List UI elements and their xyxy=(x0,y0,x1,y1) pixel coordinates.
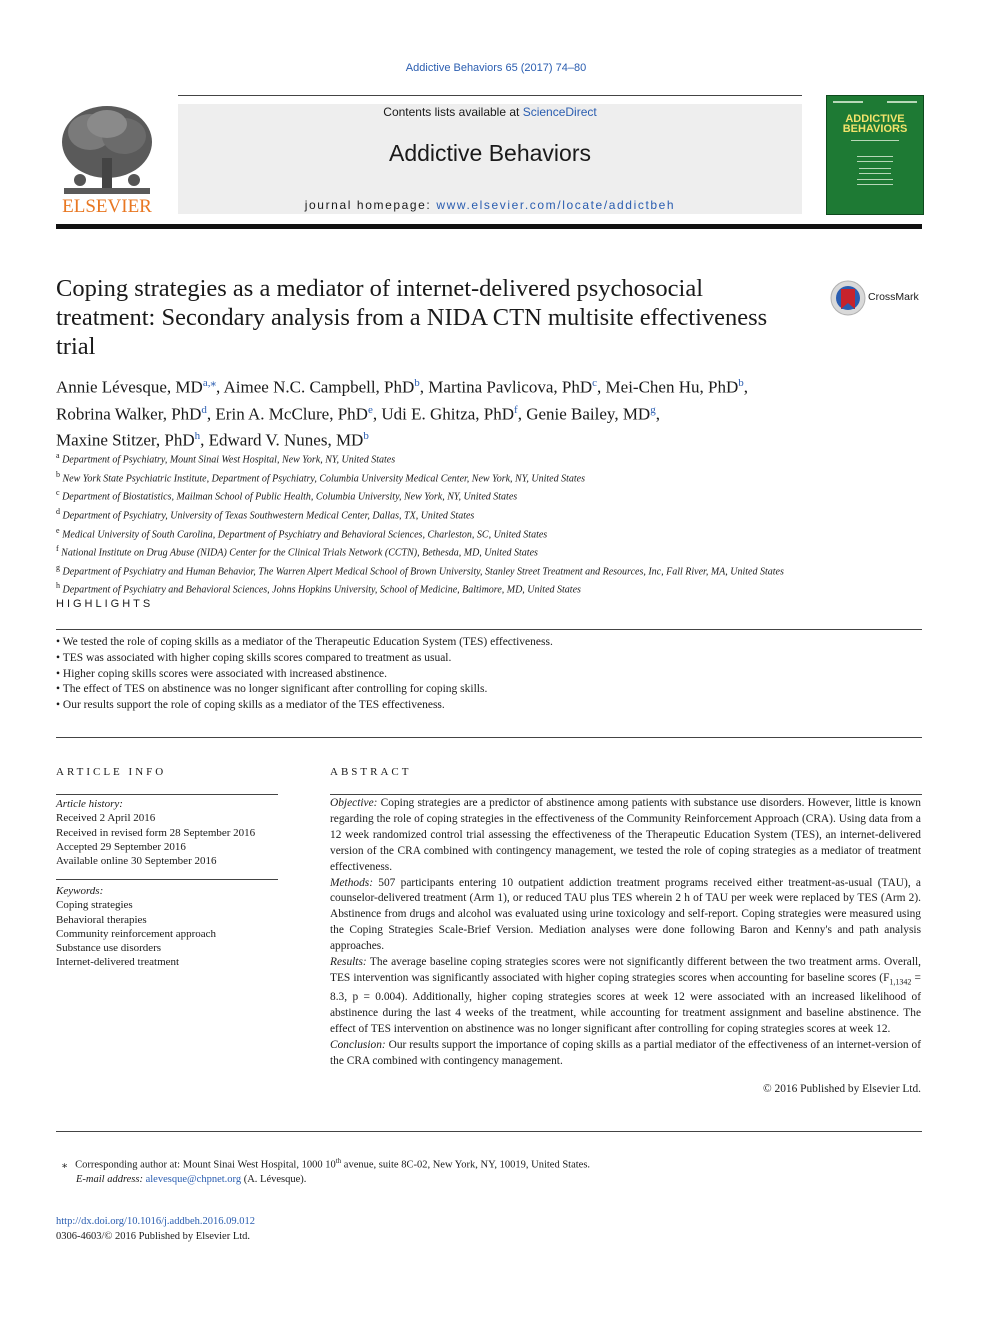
highlights-rule xyxy=(56,629,922,630)
article-info-heading: ARTICLE INFO xyxy=(56,766,167,778)
footnote-rule xyxy=(56,1131,922,1132)
author-name[interactable]: Edward V. Nunes, MD xyxy=(208,430,364,450)
contents-available: Contents lists available at ScienceDirect xyxy=(383,105,597,119)
highlight-item: • The effect of TES on abstinence was no longer significant after controlling for coping skills. xyxy=(56,682,922,698)
history-label: Article history: xyxy=(56,798,123,810)
keywords-label: Keywords: xyxy=(56,885,104,897)
author-affiliation-marker[interactable]: c xyxy=(592,377,598,389)
doi-block xyxy=(56,1215,255,1244)
author-affiliation-marker[interactable]: b xyxy=(738,377,744,389)
highlight-item: • We tested the role of coping skills as a mediator of the Therapeutic Education System (TES) effectiveness. xyxy=(56,635,922,651)
abstract-rule xyxy=(330,794,922,795)
doi-link[interactable]: http://dx.doi.org/10.1016/j.addbeh.2016.09.012 xyxy=(56,1216,256,1227)
author-affiliation-marker[interactable]: a,⁎ xyxy=(202,377,216,389)
journal-homepage: journal homepage: www.elsevier.com/locate/addictbeh xyxy=(304,198,676,212)
elsevier-logo[interactable] xyxy=(56,98,158,216)
author-name[interactable]: Maxine Stitzer, PhD xyxy=(56,430,195,450)
email-link[interactable]: alevesque@chpnet.org xyxy=(145,1174,242,1185)
cover-title: ADDICTIVE BEHAVIORS xyxy=(842,113,908,135)
author-affiliation-marker[interactable]: b xyxy=(363,430,369,443)
author-affiliation-marker[interactable]: e xyxy=(367,403,373,416)
article-title: Coping strategies as a mediator of internet-delivered psychosocial treatment: Secondary analysis from a NIDA CTN multisite effectiveness trial xyxy=(56,275,768,360)
corresponding-author-footnote: ⁎ Corresponding author at: Mount Sinai West Hospital, 1000 10th avenue, suite 8C-02, New York, NY, 10019, United States. E-mail address: alevesque@chpnet.org (A. Lévesque). xyxy=(62,1157,591,1185)
article-history xyxy=(56,797,278,868)
elsevier-tree-icon xyxy=(56,98,158,216)
journal-cover-thumbnail[interactable] xyxy=(826,95,924,215)
keyword-item: Behavioral therapies xyxy=(56,913,147,926)
author-name[interactable]: Martina Pavlicova, PhD xyxy=(428,377,593,397)
crossmark-label: CrossMark xyxy=(868,291,919,303)
highlight-item: • TES was associated with higher coping skills scores compared to treatment as usual. xyxy=(56,651,922,667)
keyword-item: Community reinforcement approach xyxy=(56,927,217,940)
author-name[interactable]: Udi E. Ghitza, PhD xyxy=(381,404,515,424)
affiliation-item: $^c$ Department of Biostatistics, Mailman School of Public Health, Columbia University, New York, NY, United States xyxy=(56,488,518,503)
author-affiliation-marker[interactable]: d xyxy=(201,403,207,416)
affiliation-item: $^b$ New York State Psychiatric Institute, Department of Psychiatry, Columbia University Medical Center, New York, NY, United States xyxy=(56,469,585,484)
author-affiliation-marker[interactable]: g xyxy=(650,403,656,416)
sciencedirect-link[interactable]: ScienceDirect xyxy=(522,105,597,119)
abstract-heading: ABSTRACT xyxy=(330,766,412,778)
history-item: Available online 30 September 2016 xyxy=(56,855,217,868)
author-affiliation-marker[interactable]: h xyxy=(194,430,201,443)
affiliation-item: $^a$ Department of Psychiatry, Mount Sinai West Hospital, New York, NY, United States xyxy=(56,451,396,466)
history-item: Received 2 April 2016 xyxy=(56,812,156,825)
abstract-conclusion: Conclusion: Our results support the importance of coping skills as a partial mediator of the effectiveness of an internet-version of the CRA combined with contingency management. xyxy=(330,1038,921,1067)
keywords-rule xyxy=(56,879,278,880)
author-name[interactable]: Genie Bailey, MD xyxy=(526,404,651,424)
affiliation-item: $^d$ Department of Psychiatry, University of Texas Southwestern Medical Center, Dallas, TX, United States xyxy=(56,506,475,522)
abstract-copyright: © 2016 Published by Elsevier Ltd. xyxy=(763,1083,921,1095)
author-name[interactable]: Robrina Walker, PhD xyxy=(56,404,202,424)
affiliation-item: $^f$ National Institute on Drug Abuse (NIDA) Center for the Clinical Trials Network (CCTN), Bethesda, MD, United States xyxy=(56,544,538,559)
history-item: Received in revised form 28 September 2016 xyxy=(56,826,256,839)
abstract-body xyxy=(330,796,921,1070)
keyword-item: Internet-delivered treatment xyxy=(56,956,180,969)
author-name[interactable]: Annie Lévesque, MD xyxy=(56,377,203,397)
keyword-item: Coping strategies xyxy=(56,899,133,912)
abstract-objective: Objective: Coping strategies are a predictor of abstinence among patients with substance use disorders. However, little is known regarding the role of coping strategies in the effectiveness of the Community Reinforcement Approach (CRA). Using data from a 12 week randomized control trial assessing the effectiveness of the Therapeutic Education System (TES), an internet-delivered version of the CRA combined with contingency management, we tested the role of coping strategies as a mediator of treatment effectiveness. xyxy=(330,797,921,873)
homepage-link[interactable]: www.elsevier.com/locate/addictbeh xyxy=(436,198,676,212)
journal-title: Addictive Behaviors xyxy=(389,140,591,166)
author-affiliation-marker[interactable]: f xyxy=(514,403,518,416)
header-divider xyxy=(56,224,922,229)
author-list: Annie Lévesque, $MD^{a,⁎}$, Aimee N.C. Campbell, PhD$^b$, Martina Pavlicova, PhD$^c$, Mei-Chen Hu, PhD$^b$, Robrina Walker, PhD$^d$, Erin A. McClure, PhD$^e$, Udi E. Ghitza, PhD$^f$, Genie Bailey, $MD^g$, Maxine Stitzer, PhD$^h$, Edward V. Nunes, $MD^b$ xyxy=(56,377,748,450)
affiliation-item: $^h$ Department of Psychiatry and Behavioral Sciences, Johns Hopkins University, School of Medicine, Baltimore, MD, United States xyxy=(56,581,581,596)
affiliation-item: $^g$ Department of Psychiatry and Human Behavior, The Warren Alpert Medical School of Brown University, Stanley Street Treatment and Resources, Inc, Fall River, MA, United States xyxy=(56,562,784,578)
keyword-item: Substance use disorders xyxy=(56,942,162,955)
author-affiliation-marker[interactable]: b xyxy=(414,377,420,389)
affiliation-item: $^e$ Medical University of South Carolina, Department of Psychiatry and Behavioral Sciences, Charleston, SC, United States xyxy=(56,525,548,540)
highlights-heading: HIGHLIGHTS xyxy=(56,598,154,610)
author-name[interactable]: Erin A. McClure, PhD xyxy=(215,404,368,424)
author-name[interactable]: Aimee N.C. Campbell, PhD xyxy=(223,377,415,397)
header-top-rule xyxy=(178,95,802,96)
journal-citation-link[interactable]: Addictive Behaviors 65 (2017) 74–80 xyxy=(405,62,587,74)
svg-text:ELSEVIER: ELSEVIER xyxy=(62,196,152,216)
highlight-item: • Our results support the role of coping skills as a mediator of the TES effectiveness. xyxy=(56,698,922,714)
abstract-methods: Methods: 507 participants entering 10 outpatient addiction treatment programs received either treatment-as-usual (TAU), a counselor-delivered treatment (Arm 1), or reduced TAU plus TES wherein 2 h of TAU per week were replaced by TES (Arm 2). Abstinence from drugs and alcohol was evaluated using urine toxicology and self-report. Coping strategies were measured using the Coping Strategies Scale-Brief Version. Mediation analyses were done following Baron and Kenny's and path analysis approaches. xyxy=(330,876,921,953)
issn-line: 0306-4603/© 2016 Published by Elsevier Ltd. xyxy=(56,1230,251,1242)
highlight-item: • Higher coping skills scores were associated with increased abstinence. xyxy=(56,667,922,683)
affiliation-list xyxy=(56,449,936,598)
highlights-bottom-rule xyxy=(56,737,922,738)
highlights-list xyxy=(56,635,922,714)
article-info-rule xyxy=(56,794,278,795)
keywords-block xyxy=(56,884,278,970)
abstract-results: Results: The average baseline coping strategies scores were not significantly different between the two treatment arms. Overall, TES intervention was significantly associated with higher coping strategies scores when accounting for baseline scores ($F_{1,1342} = 8.3$, p = 0.004). Additionally, higher coping strategies scores at week 12 were associated with an increased likelihood of abstinence during the last 4 weeks of the treatment, while accounting for treatment assignment and baseline abstinence. The effect of TES intervention on abstinence was no longer significant after controlling for coping strategies scores at week 12. xyxy=(330,956,921,1035)
history-item: Accepted 29 September 2016 xyxy=(56,840,186,853)
crossmark-icon xyxy=(830,280,866,316)
author-name[interactable]: Mei-Chen Hu, PhD xyxy=(605,377,739,397)
